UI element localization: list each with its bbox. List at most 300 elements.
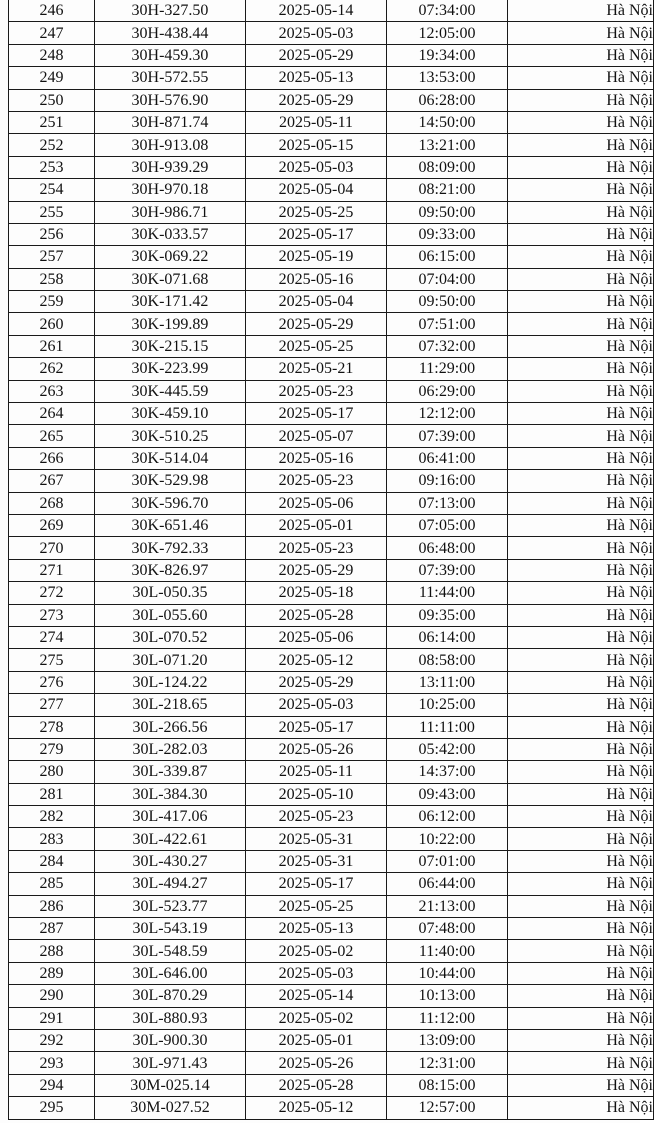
date-cell: 2025-05-01 (246, 1029, 387, 1051)
location-cell: Hà Nội (508, 358, 654, 380)
license-plate-cell: 30H-576.90 (95, 89, 246, 111)
location-cell: Hà Nội (508, 1052, 654, 1074)
location-cell: Hà Nội (508, 649, 654, 671)
location-cell: Hà Nội (508, 604, 654, 626)
date-cell: 2025-05-07 (246, 425, 387, 447)
date-cell: 2025-05-16 (246, 268, 387, 290)
row-number-cell: 246 (9, 0, 95, 22)
location-cell: Hà Nội (508, 1074, 654, 1096)
table-row (9, 223, 654, 245)
license-plate-cell: 30H-913.08 (95, 134, 246, 156)
date-cell: 2025-05-28 (246, 604, 387, 626)
table-row (9, 716, 654, 738)
row-number-cell: 281 (9, 783, 95, 805)
date-cell: 2025-05-01 (246, 514, 387, 536)
time-cell: 12:05:00 (387, 22, 508, 44)
date-cell: 2025-05-25 (246, 335, 387, 357)
license-plate-cell: 30L-900.30 (95, 1029, 246, 1051)
location-cell: Hà Nội (508, 1097, 654, 1119)
location-cell: Hà Nội (508, 537, 654, 559)
row-number-cell: 282 (9, 806, 95, 828)
date-cell: 2025-05-29 (246, 44, 387, 66)
time-cell: 09:50:00 (387, 201, 508, 223)
location-cell: Hà Nội (508, 223, 654, 245)
row-number-cell: 283 (9, 828, 95, 850)
time-cell: 08:21:00 (387, 179, 508, 201)
license-plate-cell: 30L-494.27 (95, 873, 246, 895)
location-cell: Hà Nội (508, 783, 654, 805)
location-cell: Hà Nội (508, 44, 654, 66)
row-number-cell: 254 (9, 179, 95, 201)
date-cell: 2025-05-11 (246, 111, 387, 133)
license-plate-cell: 30M-027.52 (95, 1097, 246, 1119)
license-plate-cell: 30H-970.18 (95, 179, 246, 201)
table-row (9, 1007, 654, 1029)
license-plate-cell: 30L-339.87 (95, 761, 246, 783)
time-cell: 13:09:00 (387, 1029, 508, 1051)
license-plate-cell: 30H-986.71 (95, 201, 246, 223)
time-cell: 19:34:00 (387, 44, 508, 66)
time-cell: 05:42:00 (387, 738, 508, 760)
row-number-cell: 253 (9, 156, 95, 178)
license-plate-cell: 30K-826.97 (95, 559, 246, 581)
time-cell: 11:29:00 (387, 358, 508, 380)
table-row (9, 671, 654, 693)
date-cell: 2025-05-23 (246, 537, 387, 559)
row-number-cell: 262 (9, 358, 95, 380)
table-row (9, 828, 654, 850)
table-row (9, 246, 654, 268)
time-cell: 09:50:00 (387, 291, 508, 313)
time-cell: 11:44:00 (387, 582, 508, 604)
license-plate-cell: 30M-025.14 (95, 1074, 246, 1096)
location-cell: Hà Nội (508, 313, 654, 335)
row-number-cell: 264 (9, 403, 95, 425)
location-cell: Hà Nội (508, 470, 654, 492)
license-plate-cell: 30K-529.98 (95, 470, 246, 492)
table-row (9, 335, 654, 357)
location-cell: Hà Nội (508, 291, 654, 313)
time-cell: 11:40:00 (387, 940, 508, 962)
license-plate-cell: 30H-572.55 (95, 67, 246, 89)
table-row (9, 626, 654, 648)
table-row (9, 89, 654, 111)
location-cell: Hà Nội (508, 850, 654, 872)
table-row (9, 559, 654, 581)
table-row (9, 156, 654, 178)
table-row (9, 403, 654, 425)
time-cell: 06:44:00 (387, 873, 508, 895)
table-row (9, 649, 654, 671)
date-cell: 2025-05-31 (246, 828, 387, 850)
location-cell: Hà Nội (508, 0, 654, 22)
date-cell: 2025-05-29 (246, 313, 387, 335)
license-plate-cell: 30H-438.44 (95, 22, 246, 44)
date-cell: 2025-05-04 (246, 291, 387, 313)
date-cell: 2025-05-18 (246, 582, 387, 604)
license-plate-cell: 30K-459.10 (95, 403, 246, 425)
table-row (9, 447, 654, 469)
table-row (9, 358, 654, 380)
time-cell: 08:58:00 (387, 649, 508, 671)
table-row (9, 895, 654, 917)
location-cell: Hà Nội (508, 1007, 654, 1029)
date-cell: 2025-05-29 (246, 89, 387, 111)
location-cell: Hà Nội (508, 694, 654, 716)
row-number-cell: 268 (9, 492, 95, 514)
time-cell: 09:43:00 (387, 783, 508, 805)
date-cell: 2025-05-02 (246, 940, 387, 962)
date-cell: 2025-05-23 (246, 806, 387, 828)
location-cell: Hà Nội (508, 156, 654, 178)
row-number-cell: 248 (9, 44, 95, 66)
row-number-cell: 287 (9, 918, 95, 940)
location-cell: Hà Nội (508, 918, 654, 940)
location-cell: Hà Nội (508, 22, 654, 44)
date-cell: 2025-05-14 (246, 985, 387, 1007)
row-number-cell: 258 (9, 268, 95, 290)
location-cell: Hà Nội (508, 985, 654, 1007)
date-cell: 2025-05-17 (246, 716, 387, 738)
time-cell: 08:09:00 (387, 156, 508, 178)
table-row (9, 940, 654, 962)
time-cell: 13:53:00 (387, 67, 508, 89)
time-cell: 06:29:00 (387, 380, 508, 402)
location-cell: Hà Nội (508, 514, 654, 536)
row-number-cell: 285 (9, 873, 95, 895)
table-row (9, 985, 654, 1007)
row-number-cell: 257 (9, 246, 95, 268)
license-plate-cell: 30L-071.20 (95, 649, 246, 671)
table-row (9, 738, 654, 760)
license-plate-cell: 30L-070.52 (95, 626, 246, 648)
row-number-cell: 261 (9, 335, 95, 357)
date-cell: 2025-05-03 (246, 156, 387, 178)
date-cell: 2025-05-03 (246, 962, 387, 984)
time-cell: 21:13:00 (387, 895, 508, 917)
time-cell: 10:22:00 (387, 828, 508, 850)
date-cell: 2025-05-25 (246, 201, 387, 223)
license-plate-cell: 30L-282.03 (95, 738, 246, 760)
license-plate-cell: 30L-266.56 (95, 716, 246, 738)
row-number-cell: 294 (9, 1074, 95, 1096)
date-cell: 2025-05-26 (246, 1052, 387, 1074)
date-cell: 2025-05-17 (246, 873, 387, 895)
time-cell: 13:21:00 (387, 134, 508, 156)
time-cell: 07:48:00 (387, 918, 508, 940)
date-cell: 2025-05-12 (246, 649, 387, 671)
date-cell: 2025-05-03 (246, 22, 387, 44)
date-cell: 2025-05-13 (246, 918, 387, 940)
date-cell: 2025-05-17 (246, 403, 387, 425)
time-cell: 07:39:00 (387, 425, 508, 447)
license-plate-cell: 30L-218.65 (95, 694, 246, 716)
row-number-cell: 249 (9, 67, 95, 89)
table-row (9, 1029, 654, 1051)
time-cell: 10:44:00 (387, 962, 508, 984)
time-cell: 07:05:00 (387, 514, 508, 536)
table-row (9, 201, 654, 223)
date-cell: 2025-05-17 (246, 223, 387, 245)
table-row (9, 313, 654, 335)
location-cell: Hà Nội (508, 738, 654, 760)
location-cell: Hà Nội (508, 111, 654, 133)
location-cell: Hà Nội (508, 403, 654, 425)
table-row (9, 380, 654, 402)
license-plate-cell: 30K-199.89 (95, 313, 246, 335)
date-cell: 2025-05-06 (246, 626, 387, 648)
row-number-cell: 291 (9, 1007, 95, 1029)
row-number-cell: 274 (9, 626, 95, 648)
table-row (9, 962, 654, 984)
license-plate-cell: 30K-514.04 (95, 447, 246, 469)
table-row (9, 761, 654, 783)
location-cell: Hà Nội (508, 873, 654, 895)
location-cell: Hà Nội (508, 492, 654, 514)
license-plate-cell: 30L-523.77 (95, 895, 246, 917)
time-cell: 13:11:00 (387, 671, 508, 693)
time-cell: 09:16:00 (387, 470, 508, 492)
date-cell: 2025-05-14 (246, 0, 387, 22)
license-plate-cell: 30L-880.93 (95, 1007, 246, 1029)
row-number-cell: 293 (9, 1052, 95, 1074)
table-row (9, 537, 654, 559)
table-row (9, 514, 654, 536)
table-row (9, 1074, 654, 1096)
location-cell: Hà Nội (508, 1029, 654, 1051)
date-cell: 2025-05-28 (246, 1074, 387, 1096)
location-cell: Hà Nội (508, 940, 654, 962)
time-cell: 07:13:00 (387, 492, 508, 514)
license-plate-cell: 30K-223.99 (95, 358, 246, 380)
row-number-cell: 289 (9, 962, 95, 984)
license-plate-cell: 30L-971.43 (95, 1052, 246, 1074)
time-cell: 14:50:00 (387, 111, 508, 133)
row-number-cell: 275 (9, 649, 95, 671)
table-row (9, 604, 654, 626)
location-cell: Hà Nội (508, 582, 654, 604)
location-cell: Hà Nội (508, 895, 654, 917)
table-row (9, 44, 654, 66)
row-number-cell: 251 (9, 111, 95, 133)
row-number-cell: 259 (9, 291, 95, 313)
row-number-cell: 260 (9, 313, 95, 335)
license-plate-cell: 30L-548.59 (95, 940, 246, 962)
row-number-cell: 284 (9, 850, 95, 872)
license-plate-cell: 30L-870.29 (95, 985, 246, 1007)
row-number-cell: 292 (9, 1029, 95, 1051)
time-cell: 07:51:00 (387, 313, 508, 335)
row-number-cell: 290 (9, 985, 95, 1007)
row-number-cell: 265 (9, 425, 95, 447)
license-plate-cell: 30H-939.29 (95, 156, 246, 178)
date-cell: 2025-05-06 (246, 492, 387, 514)
license-plate-cell: 30K-596.70 (95, 492, 246, 514)
license-plate-cell: 30L-417.06 (95, 806, 246, 828)
location-cell: Hà Nội (508, 335, 654, 357)
license-plate-cell: 30L-055.60 (95, 604, 246, 626)
license-plate-cell: 30K-651.46 (95, 514, 246, 536)
time-cell: 06:48:00 (387, 537, 508, 559)
location-cell: Hà Nội (508, 179, 654, 201)
table-row (9, 783, 654, 805)
row-number-cell: 256 (9, 223, 95, 245)
table-row (9, 0, 654, 22)
row-number-cell: 280 (9, 761, 95, 783)
time-cell: 12:57:00 (387, 1097, 508, 1119)
row-number-cell: 263 (9, 380, 95, 402)
table-row (9, 1052, 654, 1074)
table-row (9, 134, 654, 156)
date-cell: 2025-05-12 (246, 1097, 387, 1119)
table-row (9, 582, 654, 604)
date-cell: 2025-05-02 (246, 1007, 387, 1029)
license-plate-cell: 30K-171.42 (95, 291, 246, 313)
location-cell: Hà Nội (508, 134, 654, 156)
location-cell: Hà Nội (508, 447, 654, 469)
row-number-cell: 276 (9, 671, 95, 693)
time-cell: 12:31:00 (387, 1052, 508, 1074)
row-number-cell: 279 (9, 738, 95, 760)
table-row (9, 425, 654, 447)
time-cell: 06:12:00 (387, 806, 508, 828)
license-plate-cell: 30K-069.22 (95, 246, 246, 268)
license-plate-cell: 30K-071.68 (95, 268, 246, 290)
time-cell: 06:41:00 (387, 447, 508, 469)
row-number-cell: 250 (9, 89, 95, 111)
license-plate-cell: 30L-543.19 (95, 918, 246, 940)
license-plate-cell: 30K-792.33 (95, 537, 246, 559)
date-cell: 2025-05-10 (246, 783, 387, 805)
license-plate-cell: 30L-384.30 (95, 783, 246, 805)
location-cell: Hà Nội (508, 716, 654, 738)
row-number-cell: 270 (9, 537, 95, 559)
license-plate-cell: 30H-327.50 (95, 0, 246, 22)
row-number-cell: 288 (9, 940, 95, 962)
date-cell: 2025-05-29 (246, 559, 387, 581)
time-cell: 07:39:00 (387, 559, 508, 581)
time-cell: 10:25:00 (387, 694, 508, 716)
license-plate-cell: 30L-124.22 (95, 671, 246, 693)
table-row (9, 67, 654, 89)
table-row (9, 22, 654, 44)
table-row (9, 918, 654, 940)
date-cell: 2025-05-25 (246, 895, 387, 917)
row-number-cell: 295 (9, 1097, 95, 1119)
location-cell: Hà Nội (508, 671, 654, 693)
location-cell: Hà Nội (508, 626, 654, 648)
time-cell: 07:34:00 (387, 0, 508, 22)
license-plate-cell: 30K-033.57 (95, 223, 246, 245)
time-cell: 06:14:00 (387, 626, 508, 648)
location-cell: Hà Nội (508, 201, 654, 223)
time-cell: 09:33:00 (387, 223, 508, 245)
time-cell: 08:15:00 (387, 1074, 508, 1096)
row-number-cell: 271 (9, 559, 95, 581)
table-row (9, 806, 654, 828)
table-row (9, 470, 654, 492)
time-cell: 06:28:00 (387, 89, 508, 111)
row-number-cell: 267 (9, 470, 95, 492)
date-cell: 2025-05-23 (246, 380, 387, 402)
row-number-cell: 247 (9, 22, 95, 44)
table-row (9, 179, 654, 201)
location-cell: Hà Nội (508, 380, 654, 402)
date-cell: 2025-05-03 (246, 694, 387, 716)
time-cell: 09:35:00 (387, 604, 508, 626)
time-cell: 11:12:00 (387, 1007, 508, 1029)
location-cell: Hà Nội (508, 761, 654, 783)
row-number-cell: 255 (9, 201, 95, 223)
table-row (9, 111, 654, 133)
date-cell: 2025-05-19 (246, 246, 387, 268)
row-number-cell: 278 (9, 716, 95, 738)
location-cell: Hà Nội (508, 67, 654, 89)
table-row (9, 694, 654, 716)
violation-table (8, 0, 654, 1120)
table-row (9, 492, 654, 514)
license-plate-cell: 30L-646.00 (95, 962, 246, 984)
date-cell: 2025-05-11 (246, 761, 387, 783)
location-cell: Hà Nội (508, 806, 654, 828)
table-row (9, 873, 654, 895)
date-cell: 2025-05-26 (246, 738, 387, 760)
time-cell: 14:37:00 (387, 761, 508, 783)
row-number-cell: 277 (9, 694, 95, 716)
table-row (9, 850, 654, 872)
date-cell: 2025-05-23 (246, 470, 387, 492)
row-number-cell: 286 (9, 895, 95, 917)
license-plate-cell: 30L-050.35 (95, 582, 246, 604)
time-cell: 12:12:00 (387, 403, 508, 425)
table-row (9, 291, 654, 313)
location-cell: Hà Nội (508, 89, 654, 111)
license-plate-cell: 30H-459.30 (95, 44, 246, 66)
location-cell: Hà Nội (508, 559, 654, 581)
time-cell: 07:32:00 (387, 335, 508, 357)
time-cell: 06:15:00 (387, 246, 508, 268)
date-cell: 2025-05-29 (246, 671, 387, 693)
table-row (9, 1097, 654, 1119)
row-number-cell: 269 (9, 514, 95, 536)
time-cell: 10:13:00 (387, 985, 508, 1007)
location-cell: Hà Nội (508, 246, 654, 268)
license-plate-cell: 30L-422.61 (95, 828, 246, 850)
license-plate-cell: 30K-445.59 (95, 380, 246, 402)
license-plate-cell: 30K-510.25 (95, 425, 246, 447)
license-plate-cell: 30K-215.15 (95, 335, 246, 357)
license-plate-cell: 30H-871.74 (95, 111, 246, 133)
violation-table-body (9, 0, 654, 1119)
date-cell: 2025-05-13 (246, 67, 387, 89)
row-number-cell: 252 (9, 134, 95, 156)
date-cell: 2025-05-31 (246, 850, 387, 872)
time-cell: 07:04:00 (387, 268, 508, 290)
location-cell: Hà Nội (508, 268, 654, 290)
date-cell: 2025-05-21 (246, 358, 387, 380)
location-cell: Hà Nội (508, 425, 654, 447)
date-cell: 2025-05-16 (246, 447, 387, 469)
date-cell: 2025-05-04 (246, 179, 387, 201)
license-plate-cell: 30L-430.27 (95, 850, 246, 872)
location-cell: Hà Nội (508, 828, 654, 850)
time-cell: 11:11:00 (387, 716, 508, 738)
row-number-cell: 266 (9, 447, 95, 469)
row-number-cell: 272 (9, 582, 95, 604)
row-number-cell: 273 (9, 604, 95, 626)
table-row (9, 268, 654, 290)
date-cell: 2025-05-15 (246, 134, 387, 156)
